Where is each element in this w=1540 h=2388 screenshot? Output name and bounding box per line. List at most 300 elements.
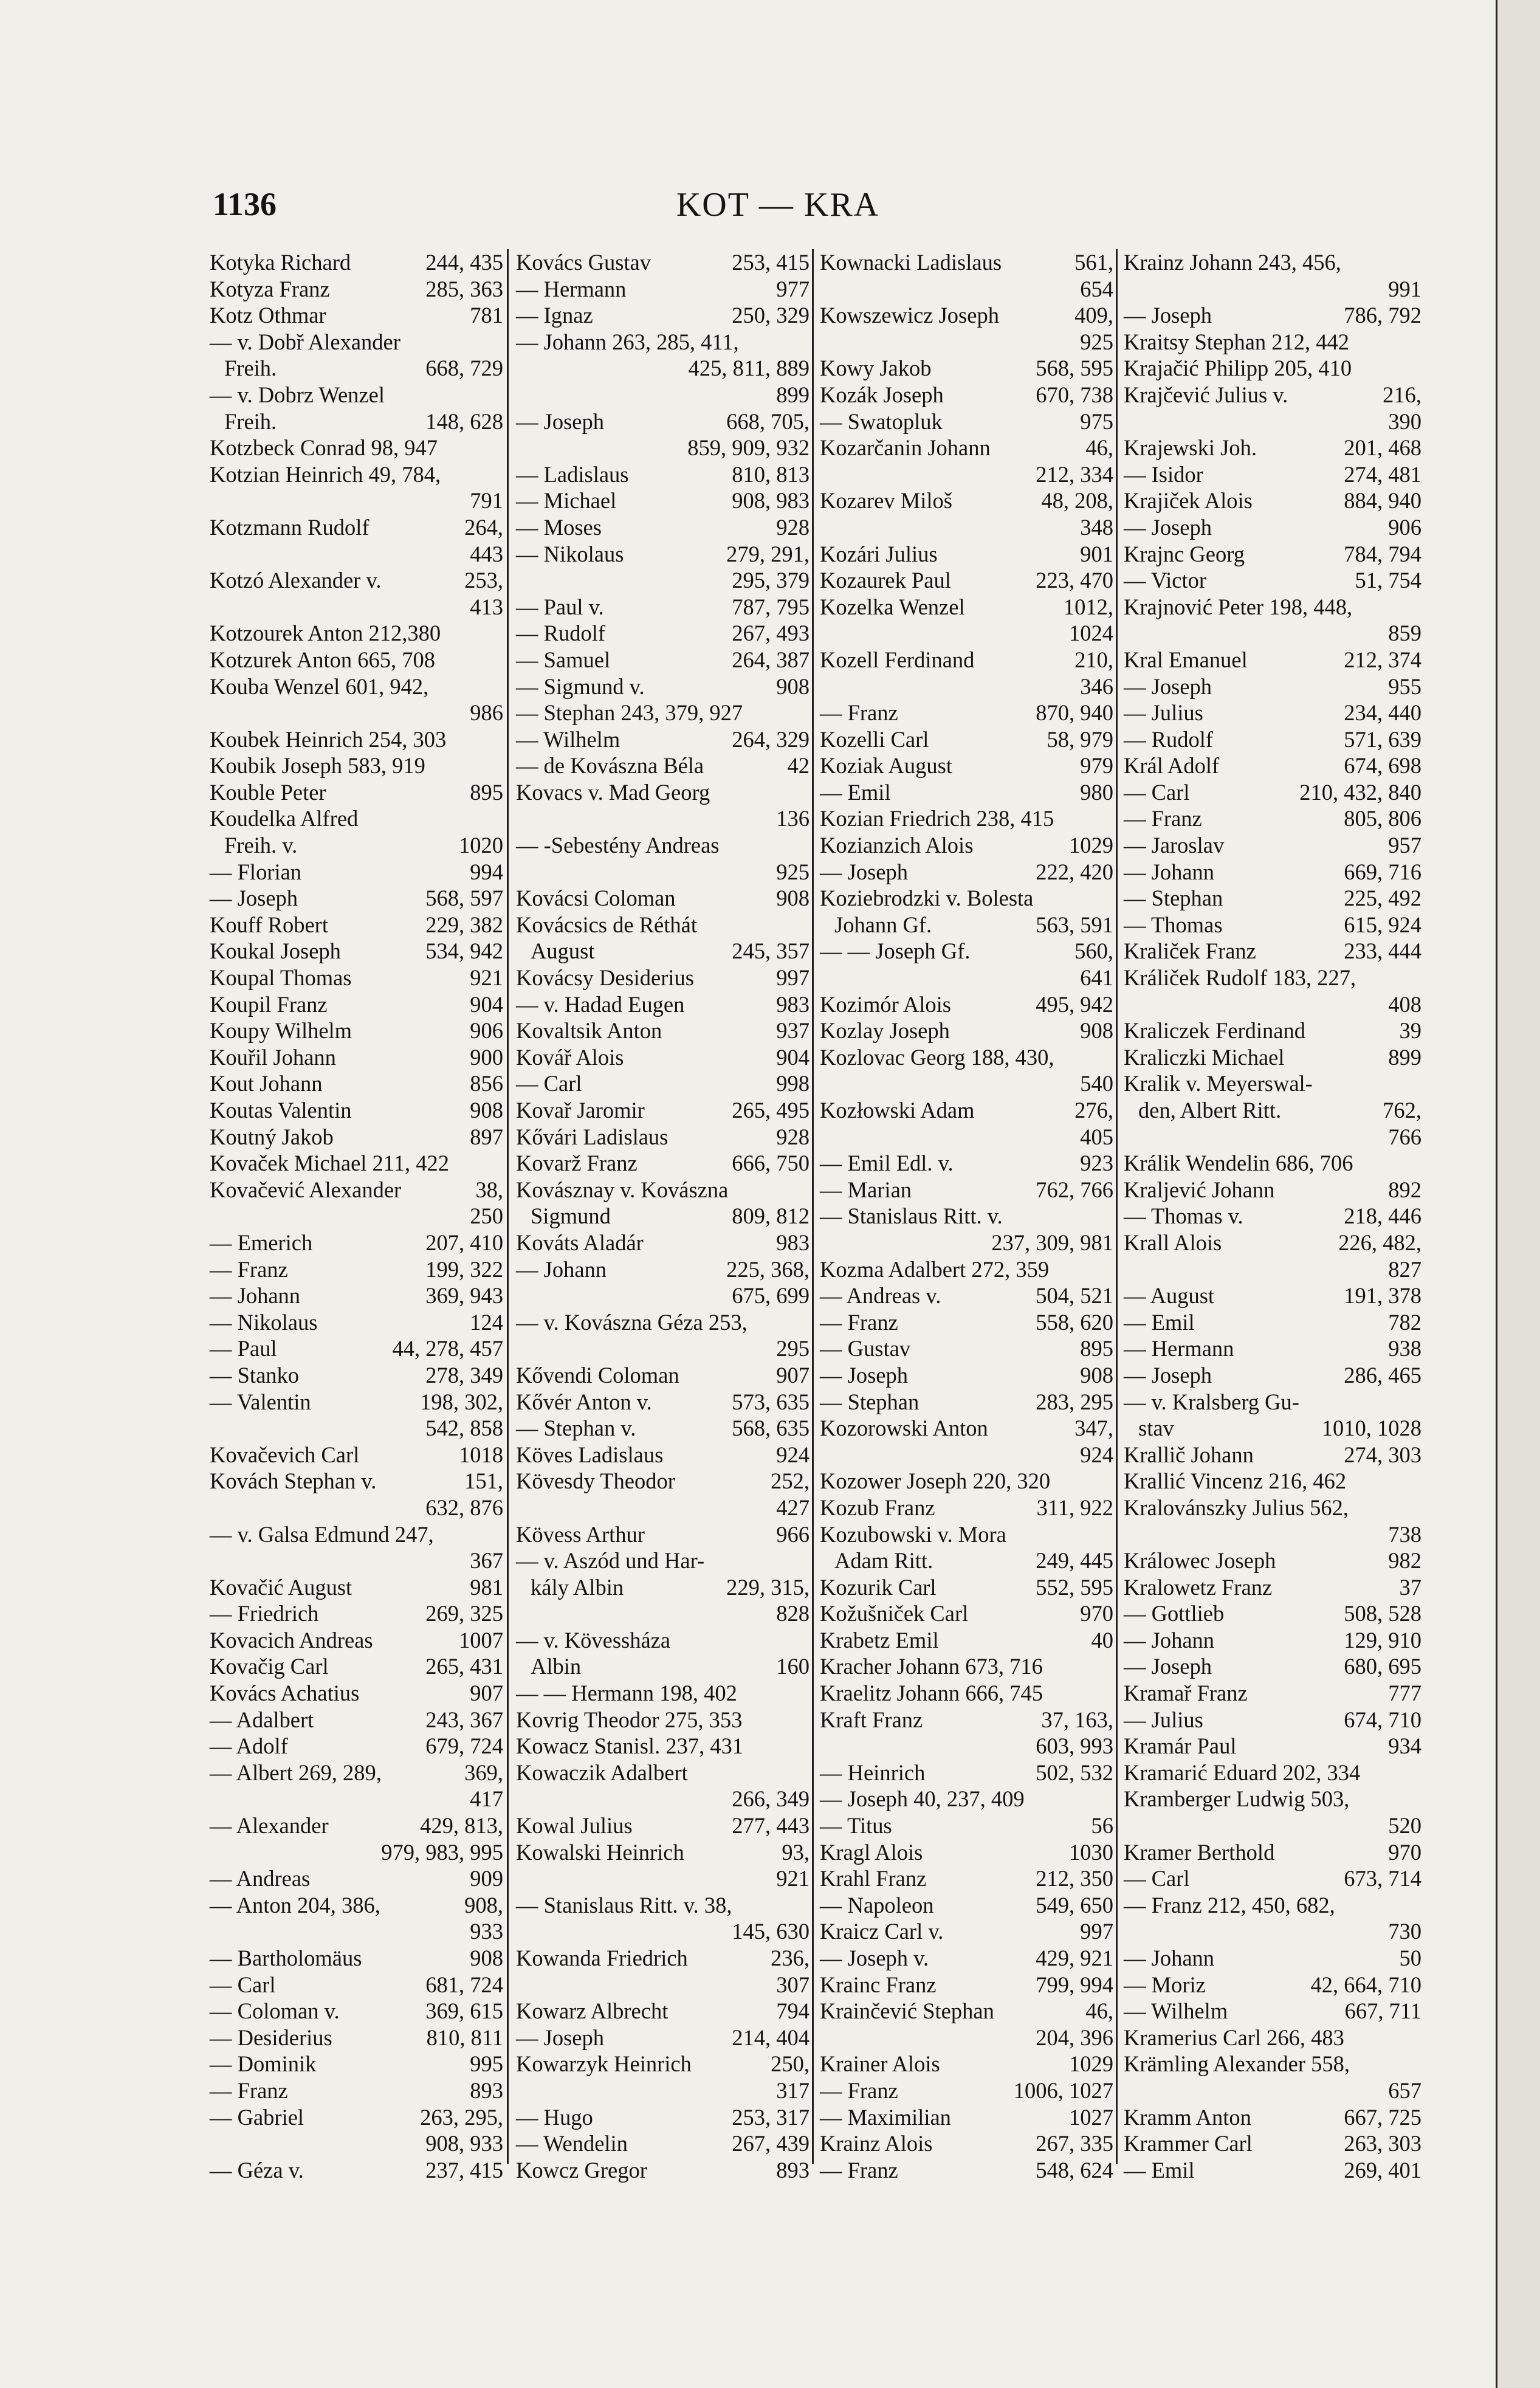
index-entry	[1124, 1786, 1421, 1812]
entry-pages: 274, 481	[1344, 461, 1421, 487]
index-entry	[1124, 1362, 1421, 1389]
entry-name: Kozelli Carl	[820, 726, 929, 752]
entry-name: Kotyka Richard	[210, 250, 351, 275]
entry-pages: 925	[1080, 329, 1113, 354]
entry-pages: 938	[1388, 1336, 1421, 1361]
entry-pages: 145, 630	[732, 1919, 810, 1944]
entry-name: Krahl Franz	[820, 1866, 927, 1891]
index-entry	[820, 1442, 1113, 1468]
entry-name: — Johann	[1124, 859, 1215, 884]
entry-name: Kral Emanuel	[1124, 647, 1248, 672]
entry-name: — Friedrich	[210, 1601, 319, 1626]
entry-pages: 408	[1388, 991, 1421, 1017]
entry-pages: 317	[776, 2077, 810, 2103]
entry-name: Krainz Alois	[820, 2131, 933, 2156]
entry-pages: 348	[1080, 514, 1113, 540]
entry-name: — Stanislaus Ritt. v. 38,	[516, 1892, 732, 1918]
entry-name: — Joseph	[516, 2025, 604, 2050]
entry-name: — Rudolf	[1124, 726, 1214, 752]
entry-pages: 781	[470, 303, 503, 328]
entry-pages: 542, 858	[425, 1416, 503, 1441]
entry-pages: 901	[1080, 541, 1113, 566]
entry-pages: 253, 415	[732, 250, 810, 275]
entry-name: Kouble Peter	[210, 779, 326, 805]
entry-name: — Adolf	[210, 1733, 288, 1759]
entry-pages: 561,	[1074, 250, 1113, 275]
index-entry	[516, 1442, 810, 1468]
entry-name: Kozelka Wenzel	[820, 594, 965, 619]
index-entry	[820, 2051, 1113, 2077]
entry-pages: 50	[1399, 1946, 1421, 1970]
entry-name: Kövesdy Theodor	[516, 1468, 675, 1494]
entry-pages: 657	[1388, 2077, 1421, 2103]
entry-name: Kotzmann Rudolf	[210, 514, 370, 540]
index-entry	[210, 1044, 503, 1071]
entry-pages: 39	[1399, 1018, 1421, 1044]
index-entry	[1124, 355, 1421, 382]
index-entry	[210, 1547, 503, 1574]
entry-name: — Ignaz	[516, 303, 593, 328]
entry-pages: 563, 591	[1036, 912, 1113, 937]
index-entry	[516, 2104, 810, 2131]
index-entry	[210, 1653, 503, 1680]
entry-name: Kozell Ferdinand	[820, 647, 975, 672]
entry-name: Kovácsi Coloman	[516, 886, 676, 911]
index-entry	[210, 1865, 503, 1892]
entry-name: Krallič Johann	[1124, 1442, 1254, 1467]
entry-name: — Gustav	[820, 1336, 911, 1361]
entry-pages: 295	[776, 1336, 810, 1361]
entry-name: Kowarz Albrecht	[516, 1998, 669, 2024]
entry-name: — Joseph	[820, 859, 908, 884]
index-entry	[820, 541, 1113, 568]
entry-pages: 794	[776, 1998, 810, 2024]
entry-name: — Thomas v.	[1124, 1203, 1243, 1229]
index-entry	[1124, 965, 1421, 991]
entry-pages: 893	[776, 2157, 810, 2183]
index-entry	[1124, 408, 1421, 435]
index-entry	[210, 2157, 503, 2184]
index-entry	[516, 1945, 810, 1972]
index-entry	[820, 2157, 1113, 2184]
entry-pages: 214, 404	[732, 2025, 810, 2050]
entry-name: — Maximilian	[820, 2104, 951, 2130]
entry-pages: 1012,	[1063, 594, 1113, 619]
entry-pages: 908	[1080, 1362, 1113, 1388]
index-entry	[516, 1335, 810, 1362]
entry-pages: 784, 794	[1344, 541, 1421, 566]
entry-name: Kővér Anton v.	[516, 1389, 652, 1414]
entry-pages: 267, 439	[732, 2131, 810, 2156]
entry-pages: 1024	[1069, 621, 1113, 646]
entry-pages: 504, 521	[1036, 1283, 1113, 1309]
index-entry	[820, 1309, 1113, 1336]
index-entry	[516, 1070, 810, 1097]
index-entry	[1124, 912, 1421, 938]
entry-name: Kowal Julius	[516, 1813, 633, 1839]
entry-name: kály Albin	[531, 1574, 624, 1600]
entry-name: — Joseph	[1124, 673, 1212, 699]
entry-name: — Anton 204, 386,	[210, 1892, 380, 1918]
index-entry	[210, 1521, 503, 1548]
index-entry	[1124, 487, 1421, 514]
entry-name: — Wendelin	[516, 2131, 628, 2156]
entry-name: Kovačić August	[210, 1574, 352, 1600]
entry-name: — Titus	[820, 1813, 892, 1839]
index-entry	[1124, 1733, 1421, 1760]
entry-name: Král Adolf	[1124, 753, 1220, 779]
entry-name: — Emerich	[210, 1230, 313, 1255]
index-entry	[210, 382, 503, 408]
entry-name: — Moriz	[1124, 1972, 1206, 1997]
entry-name: — Samuel	[516, 647, 611, 672]
entry-name: — Carl	[1124, 779, 1190, 805]
entry-name: — Gabriel	[210, 2104, 304, 2130]
entry-pages: 225, 368,	[726, 1256, 810, 1282]
entry-pages: 679, 724	[425, 1733, 503, 1759]
index-entry	[1124, 1468, 1421, 1495]
index-entry	[516, 1150, 810, 1177]
entry-name: — Joseph v.	[820, 1946, 929, 1970]
entry-pages: 856	[470, 1071, 503, 1096]
entry-name: Kozian Friedrich 238, 415	[820, 806, 1054, 831]
entry-name: Krammer Carl	[1124, 2131, 1253, 2156]
entry-pages: 307	[776, 1972, 810, 1997]
index-entry	[516, 1812, 810, 1839]
index-entry	[1124, 1017, 1421, 1044]
index-entry	[210, 1680, 503, 1707]
entry-pages: 369, 943	[425, 1283, 503, 1309]
index-entry	[516, 1468, 810, 1495]
entry-name: Albin	[531, 1654, 582, 1679]
index-entry	[516, 779, 810, 806]
entry-pages: 906	[470, 1018, 503, 1044]
entry-pages: 827	[1388, 1256, 1421, 1282]
entry-pages: 250, 329	[732, 303, 810, 328]
index-entry	[210, 1786, 503, 1812]
entry-name: — Johann	[516, 1256, 607, 1282]
entry-name: Koupal Thomas	[210, 965, 352, 991]
entry-pages: 997	[776, 965, 810, 991]
entry-pages: 674, 710	[1344, 1707, 1421, 1732]
entry-name: Freih.	[224, 356, 277, 381]
index-entry	[820, 1335, 1113, 1362]
entry-name: Koukal Joseph	[210, 938, 341, 964]
index-entry	[210, 859, 503, 886]
entry-pages: 980	[1080, 779, 1113, 805]
entry-name: Koutas Valentin	[210, 1098, 352, 1123]
entry-name: Kraicz Carl v.	[820, 1919, 944, 1944]
entry-name: Kotyza Franz	[210, 276, 330, 301]
index-entry	[820, 514, 1113, 541]
index-entry	[210, 1733, 503, 1760]
entry-name: — Bartholomäus	[210, 1946, 362, 1970]
index-entry	[820, 567, 1113, 594]
index-entry	[1124, 329, 1421, 356]
page-number: 1136	[213, 186, 277, 222]
index-entry	[210, 2051, 503, 2077]
index-entry	[1124, 1892, 1421, 1919]
index-entry	[1124, 859, 1421, 886]
index-entry	[210, 302, 503, 329]
index-entry	[1124, 805, 1421, 832]
index-entry	[210, 514, 503, 541]
index-entry	[1124, 1442, 1421, 1468]
entry-name: Kovacich Andreas	[210, 1627, 373, 1653]
index-entry	[516, 2157, 810, 2184]
entry-pages: 1029	[1069, 2051, 1113, 2077]
index-entry	[516, 859, 810, 886]
entry-name: Kozubowski v. Mora	[820, 1521, 1006, 1547]
entry-pages: 148, 628	[425, 408, 503, 434]
entry-pages: 909	[470, 1866, 503, 1891]
entry-name: — Florian	[210, 859, 302, 884]
entry-pages: 429, 813,	[420, 1813, 503, 1839]
index-entry	[820, 1707, 1113, 1733]
index-entry	[210, 435, 503, 461]
index-entry	[210, 1177, 503, 1203]
entry-name: Kovarž Franz	[516, 1151, 638, 1176]
index-entry	[1124, 2025, 1421, 2051]
entry-name: — Johann	[1124, 1627, 1215, 1653]
entry-pages: 216,	[1383, 382, 1421, 407]
index-entry	[516, 1680, 810, 1707]
entry-pages: 37	[1399, 1574, 1421, 1600]
entry-name: — Paul	[210, 1336, 277, 1361]
index-entry	[210, 1097, 503, 1124]
index-entry	[516, 276, 810, 303]
index-entry	[1124, 700, 1421, 726]
index-entry	[210, 991, 503, 1018]
entry-pages: 995	[470, 2051, 503, 2077]
entry-name: — Carl	[516, 1071, 582, 1096]
index-entry	[516, 1362, 810, 1389]
entry-pages: 263, 303	[1344, 2131, 1421, 2156]
page-header	[207, 185, 1349, 228]
entry-pages: 799, 994	[1036, 1972, 1113, 1997]
entry-name: Kowszewicz Joseph	[820, 303, 999, 328]
index-entry	[820, 1177, 1113, 1203]
index-entry	[210, 1972, 503, 1998]
index-entry	[516, 382, 810, 408]
entry-name: Koutný Jakob	[210, 1124, 334, 1149]
entry-name: — Wilhelm	[516, 726, 620, 752]
entry-pages: 928	[776, 1124, 810, 1149]
index-entry	[516, 1230, 810, 1256]
entry-pages: 899	[776, 382, 810, 407]
index-entry	[1124, 1309, 1421, 1336]
index-entry	[820, 1256, 1113, 1283]
index-entry	[820, 1760, 1113, 1786]
entry-pages: 38,	[475, 1177, 503, 1202]
entry-pages: 222, 420	[1036, 859, 1113, 884]
entry-name: Kozarev Miloš	[820, 488, 952, 514]
entry-name: Kouba Wenzel 601, 942,	[210, 673, 429, 699]
index-entry	[1124, 2051, 1421, 2077]
index-entry	[210, 1256, 503, 1283]
entry-pages: 263, 295,	[420, 2104, 503, 2130]
index-entry	[820, 461, 1113, 488]
index-entry	[820, 1812, 1113, 1839]
entry-name: Krajnović Peter 198, 448,	[1124, 594, 1353, 619]
entry-name: — Joseph	[1124, 514, 1212, 540]
index-entry	[210, 1998, 503, 2025]
entry-name: Kövess Arthur	[516, 1521, 645, 1547]
index-entry	[820, 1972, 1113, 1998]
index-entry	[1124, 1335, 1421, 1362]
entry-name: Koudelka Alfred	[210, 806, 359, 831]
entry-pages: 1027	[1069, 2104, 1113, 2130]
index-entry	[516, 435, 810, 461]
entry-pages: 425, 811, 889	[688, 356, 810, 381]
entry-pages: 269, 325	[425, 1601, 503, 1626]
entry-pages: 983	[776, 1230, 810, 1255]
column-divider	[1116, 249, 1118, 2164]
entry-name: Králowec Joseph	[1124, 1548, 1276, 1574]
index-entry	[1124, 885, 1421, 912]
entry-pages: 1007	[459, 1627, 503, 1653]
index-entry	[1124, 726, 1421, 753]
index-entry	[210, 1468, 503, 1495]
entry-pages: 738	[1388, 1521, 1421, 1547]
index-entry	[1124, 1972, 1421, 1998]
entry-pages: 274, 303	[1344, 1442, 1421, 1467]
entry-name: — Joseph	[1124, 303, 1212, 328]
index-entry	[1124, 1495, 1421, 1521]
entry-pages: 409,	[1074, 303, 1113, 328]
index-entry	[820, 355, 1113, 382]
entry-name: — v. Dobř Alexander	[210, 329, 400, 354]
entry-name: — v. Kovászna Géza 253,	[516, 1309, 748, 1335]
index-entry	[210, 1070, 503, 1097]
entry-pages: 641	[1080, 965, 1113, 991]
entry-pages: 673, 714	[1344, 1866, 1421, 1891]
index-entry	[516, 832, 810, 859]
entry-name: Kotzian Heinrich 49, 784,	[210, 461, 441, 487]
entry-pages: 777	[1388, 1681, 1421, 1706]
index-entry	[516, 1786, 810, 1812]
entry-pages: 405	[1080, 1124, 1113, 1149]
entry-pages: 805, 806	[1344, 806, 1421, 831]
entry-pages: 46,	[1085, 1998, 1113, 2024]
entry-name: Kramer Berthold	[1124, 1839, 1275, 1865]
index-entry	[1124, 1177, 1421, 1203]
entry-pages: 791	[470, 488, 503, 514]
entry-name: Kožušniček Carl	[820, 1601, 969, 1626]
entry-pages: 632, 876	[425, 1495, 503, 1520]
index-entry	[516, 1415, 810, 1442]
index-entry	[516, 752, 810, 779]
entry-name: Kownacki Ladislaus	[820, 250, 1002, 275]
index-entry	[820, 1362, 1113, 1389]
entry-name: Kragl Alois	[820, 1839, 923, 1865]
index-entry	[820, 1786, 1113, 1812]
index-entry	[516, 2025, 810, 2051]
entry-name: — Stanislaus Ritt. v.	[820, 1203, 1003, 1229]
index-entry	[820, 594, 1113, 621]
entry-pages: 495, 942	[1036, 991, 1113, 1017]
entry-pages: 276,	[1074, 1098, 1113, 1123]
index-entry	[516, 461, 810, 488]
entry-name: Kowanda Friedrich	[516, 1946, 688, 1970]
index-entry	[820, 1097, 1113, 1124]
entry-pages: 893	[470, 2077, 503, 2103]
index-entry	[210, 1839, 503, 1866]
index-entry	[210, 249, 503, 276]
entry-pages: 229, 315,	[726, 1574, 810, 1600]
entry-pages: 237, 415	[425, 2157, 503, 2183]
index-entry	[210, 805, 503, 832]
entry-pages: 540	[1080, 1071, 1113, 1096]
entry-pages: 730	[1388, 1919, 1421, 1944]
index-entry	[820, 700, 1113, 726]
entry-pages: 212, 350	[1036, 1866, 1113, 1891]
entry-pages: 904	[470, 991, 503, 1017]
entry-pages: 160	[776, 1654, 810, 1679]
index-entry	[820, 1521, 1113, 1548]
index-entry	[820, 1733, 1113, 1760]
entry-pages: 977	[776, 276, 810, 301]
entry-name: Kracher Johann 673, 716	[820, 1654, 1043, 1679]
entry-pages: 249, 445	[1036, 1548, 1113, 1574]
index-entry	[820, 1547, 1113, 1574]
entry-pages: 204, 396	[1036, 2025, 1113, 2050]
entry-name: — Valentin	[210, 1389, 311, 1414]
entry-pages: 534, 942	[425, 938, 503, 964]
index-entry	[820, 832, 1113, 859]
index-entry	[1124, 541, 1421, 568]
entry-pages: 548, 624	[1036, 2157, 1113, 2183]
index-entry	[516, 408, 810, 435]
entry-name: Kralik v. Meyerswal-	[1124, 1071, 1313, 1096]
index-entry	[516, 620, 810, 647]
index-entry	[210, 726, 503, 753]
index-entry	[210, 487, 503, 514]
entry-name: — Johann 263, 285, 411,	[516, 329, 739, 354]
entry-pages: 1010, 1028	[1321, 1416, 1421, 1441]
entry-pages: 279, 291,	[726, 541, 810, 566]
entry-name: Kramm Anton	[1124, 2104, 1251, 2130]
entry-name: — Swatopluk	[820, 408, 943, 434]
entry-pages: 42	[787, 753, 810, 779]
entry-pages: 666, 750	[732, 1151, 810, 1176]
index-entry	[210, 1892, 503, 1919]
entry-name: Kovář Alois	[516, 1044, 624, 1070]
entry-pages: 229, 382	[425, 912, 503, 937]
entry-name: Krämling Alexander 558,	[1124, 2051, 1350, 2077]
index-entry	[210, 1335, 503, 1362]
index-entry	[516, 1918, 810, 1945]
index-entry	[210, 355, 503, 382]
entry-name: Kotzbeck Conrad 98, 947	[210, 435, 438, 461]
index-entry	[516, 1760, 810, 1786]
entry-name: Kozurik Carl	[820, 1574, 937, 1600]
index-entry	[210, 673, 503, 700]
index-entry	[820, 1600, 1113, 1627]
entry-pages: 810, 811	[426, 2025, 503, 2050]
index-entry	[210, 1812, 503, 1839]
index-entry	[1124, 620, 1421, 647]
entry-name: Kovrig Theodor 275, 353	[516, 1707, 743, 1732]
entry-name: — Michael	[516, 488, 617, 514]
index-entry	[516, 1097, 810, 1124]
entry-pages: 295, 379	[732, 568, 810, 593]
index-entry	[516, 2051, 810, 2077]
entry-name: — Sigmund v.	[516, 673, 645, 699]
index-entry	[516, 991, 810, 1018]
entry-pages: 265, 431	[425, 1654, 503, 1679]
index-entry	[820, 1389, 1113, 1416]
